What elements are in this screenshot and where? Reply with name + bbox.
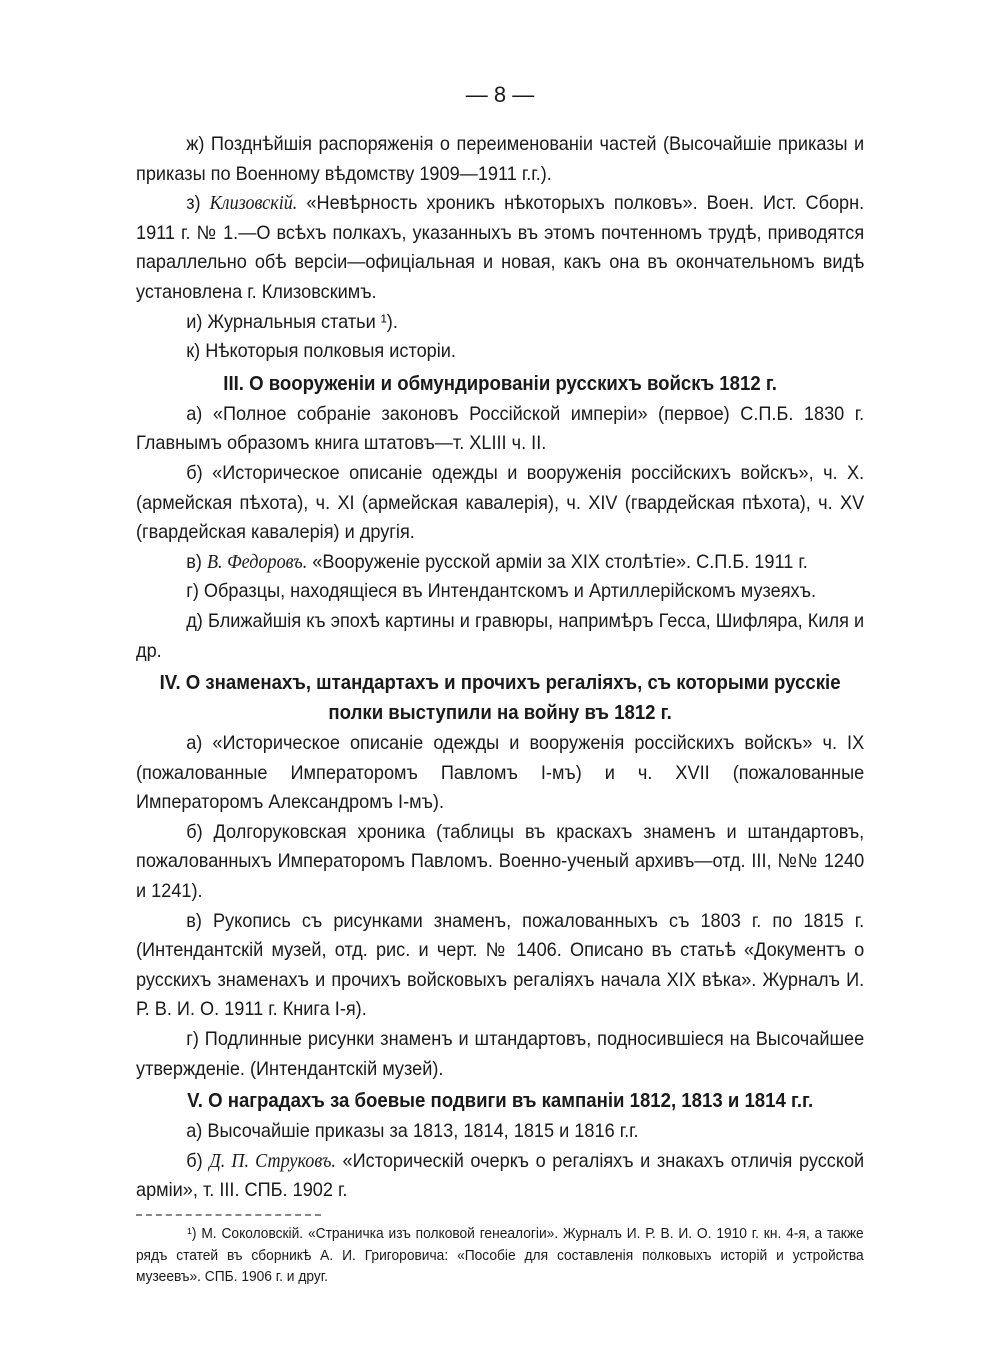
document-page [136,80,864,1289]
author-name: Д. П. Струковъ. [209,1150,336,1172]
item-text: «Невѣрность хроникъ нѣкоторыхъ полковъ». Воен. Ист. Сборн. 1911 г. № 1.—О всѣхъ полкахъ, указанныхъ въ этомъ почтенномъ трудѣ, приводятся параллельно обѣ версіи—офиціальная и новая, какъ она въ окончательномъ видѣ установлена г. Клизовскимъ. [136,192,865,303]
body-text [136,130,864,1206]
section-heading-iv: IV. О знаменахъ, штандартахъ и прочихъ регаліяхъ, съ которыми русскіе полки выступили на войну въ 1812 г. [159,672,841,725]
page-number: — 8 — [465,82,535,107]
item-b: б) Долгоруковская хроника (таблицы въ краскахъ знаменъ и штандартовъ, пожалованныхъ Императоромъ Павломъ. Военно-ученый архивъ—отд. III, №№ 1240 и 1241). [136,820,865,903]
item-k: к) Нѣкоторыя полковыя исторіи. [186,340,456,363]
item-a: а) «Историческое описаніе одежды и вооруженія россійскихъ войскъ» ч. IX (пожалованные Императоромъ Павломъ I-мъ) и ч. XVII (пожалованные Императоромъ Александромъ I-мъ). [136,732,865,814]
author-name: Клизовскій. [209,193,298,215]
item-marker: в) [186,550,207,573]
item-b: б) «Историческое описаніе одежды и вооруженія россійскихъ войскъ», ч. X. (армейская пѣхота), ч. XI (армейская кавалерія), ч. XIV (гвардейская пѣхота), ч. XV (гвардейская кавалерія) и другія. [136,461,865,544]
item-g: г) Подлинные рисунки знаменъ и штандартовъ, подносившіеся на Высочайшее утвержденіе. (Интендантскій музей). [136,1028,865,1080]
item-v: в) Рукопись съ рисунками знаменъ, пожалованныхъ съ 1803 г. по 1815 г. (Интендантскій музей, отд. рис. и черт. № 1406. Описано въ статьѣ «Документъ о русскихъ знаменахъ и прочихъ войсковыхъ регаліяхъ начала XIX вѣка». Журналъ И. Р. В. И. О. 1911 г. Книга I-я). [136,909,865,1021]
footnote-text: ¹) М. Соколовскій. «Страничка изъ полковой генеалогіи». Журналъ И. Р. В. И. О. 1910 г. кн. 4-я, а также рядъ статей въ сборникѣ А. И. Григоровича: «Пособіе для составленія полковыхъ исторій и устройства музеевъ». СПБ. 1906 г. и друг. [136,1226,864,1285]
footnote [136,1224,864,1289]
item-b [136,1147,864,1206]
section-heading-v: V. О наградахъ за боевые подвиги въ кампаніи 1812, 1813 и 1814 г.г. [187,1090,814,1113]
section-heading-iii: III. О вооруженіи и обмундированіи русскихъ войскъ 1812 г. [223,372,777,395]
item-a: а) «Полное собраніе законовъ Россійской имперіи» (первое) С.П.Б. 1830 г. Главнымъ образомъ книга штатовъ—т. XLIII ч. II. [136,402,865,455]
item-z [136,189,864,307]
author-name: В. Федоровъ. [206,551,308,573]
item-g: г) Образцы, находящіеся въ Интендантскомъ и Артиллерійскомъ музеяхъ. [186,580,816,603]
item-text: «Историческій очеркъ о регаліяхъ и знакахъ отличія русской арміи», т. III. СПБ. 1902 г. [136,1149,865,1202]
item-marker: з) [186,192,210,215]
item-zh: ж) Позднѣйшія распоряженія о переименованіи частей (Высочайшіе приказы и приказы по Военному вѣдомству 1909—1911 г.г.). [136,133,865,185]
footnote-divider [136,1214,321,1216]
item-d: д) Ближайшія къ эпохѣ картины и гравюры, напримѣръ Гесса, Шифляра, Киля и др. [136,609,865,662]
item-i: и) Журнальныя статьи ¹). [186,310,398,333]
item-v [136,548,864,578]
item-a: а) Высочайшіе приказы за 1813, 1814, 1815 и 1816 г.г. [186,1120,639,1143]
item-text: «Вооруженіе русской арміи за XIX столѣтіе». С.П.Б. 1911 г. [312,550,808,573]
item-marker: б) [186,1149,210,1172]
